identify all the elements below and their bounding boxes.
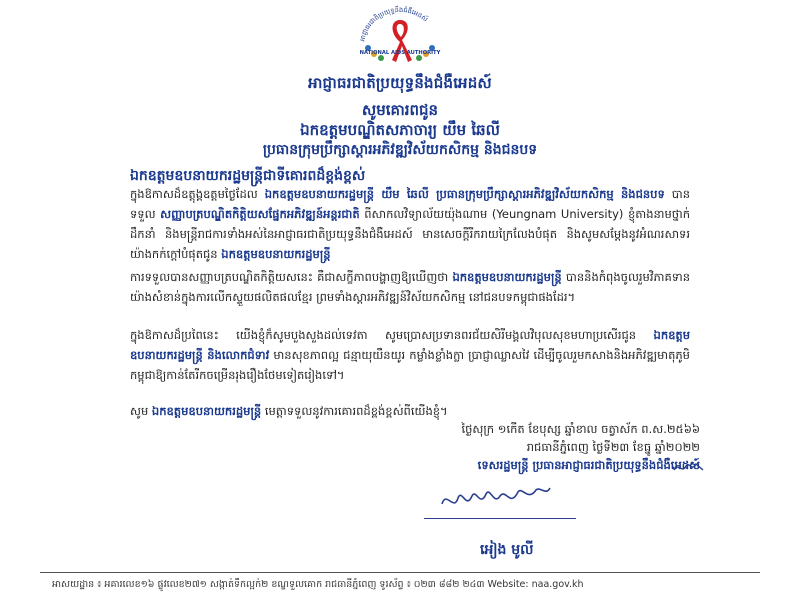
solar-date: រាជធានីភ្នំពេញ ថ្ងៃទី២៣ ខែធ្នូ ឆ្នាំ២០២២	[526, 440, 700, 454]
logo-english-text: NATIONAL AIDS AUTHORITY	[359, 50, 441, 56]
body-paragraph-2	[130, 267, 690, 307]
p3-bold: ឯកឧត្តមឧបនាយករដ្ឋមន្ត្រី និងលោកជំទាវ	[130, 328, 691, 362]
p1-bold-3: ឯកឧត្តមឧបនាយករដ្ឋមន្ត្រី	[221, 247, 331, 261]
p3-lead: ក្នុងឱកាសដ៏ប្រពៃនេះ យើងខ្ញុំក៏សូមបួងសួងដល់ទេវតា សូមប្រោសប្រទានពរជ័យសិរីមង្គលវិបុលសុខមហាប្រសើរជូន	[130, 328, 637, 342]
footer-divider	[40, 572, 760, 573]
p3-tail: មានសុខភាពល្អ ជន្មាយុយឺនយូរ កម្លាំងខ្លាំងក្លា ប្រាជ្ញាឈ្លាសវៃ ដើម្បីចូលរួមកសាងនិងអភិវឌ្ឍមាតុភូមិកម្ពុជាឱ្យកាន់តែរីកចម្រើនរុងរឿងថែមទៀតរៀងទៅ។	[130, 348, 690, 382]
signer-name: អៀង មូលី	[480, 542, 534, 558]
p1-bold-2: សញ្ញាបត្របណ្ឌិតកិត្តិយសផ្នែកអភិវឌ្ឍន៍អន្តរជាតិ	[160, 207, 360, 221]
p1-mid: បានទទួល	[130, 187, 691, 221]
p1-bold-1: ឯកឧត្តមឧបនាយករដ្ឋមន្ត្រី យឹម ឆៃលី ប្រធានក្រុមប្រឹក្សាស្តារអភិវឌ្ឍវិស័យកសិកម្ម និងជនបទ	[264, 187, 665, 201]
p4-bold: ឯកឧត្តមឧបនាយករដ្ឋមន្ត្រី	[151, 404, 262, 418]
footer-address: អាសយដ្ឋាន ៖ អគារលេខ១៦ ផ្លូវលេខ២៧១ សង្កាត់ទឹកល្អក់២ ខណ្ឌទួលគោក រាជធានីភ្នំពេញ ទូរស័ព្ទ ៖ ០២៣ ៨៨២ ២៤៣ Website: naa.gov.kh	[52, 579, 584, 590]
recipient-name: ឯកឧត្តមបណ្ឌិតសភាចារ្យ យឹម ឆៃលី	[300, 121, 500, 139]
p1-tail: ពីសាកលវិទ្យាល័យយ៉ុងណាម (Yeungnam University) ខ្ញុំតាងនាមថ្នាក់ដឹកនាំ និងមន្ត្រីរាជការទាំងអស់នៃអាជ្ញាធរជាតិប្រយុទ្ធនឹងជំងឺអេដស៍ មានសេចក្តីរីករាយក្រៃលែងបំផុត និងសូមសម្តែងនូវអំណរសាទរយ៉ាងកក់ក្តៅបំផុតជូន	[130, 207, 691, 261]
p2-bold: ឯកឧត្តមឧបនាយករដ្ឋមន្ត្រី	[452, 270, 562, 284]
body-paragraph-3	[130, 325, 690, 385]
body-paragraph-4	[130, 401, 690, 421]
date-block	[280, 420, 700, 474]
logo-arc-text: អាជ្ញាធរជាតិប្រយុទ្ធនឹងជំងឺអេដស៍	[358, 5, 430, 43]
salutation: ឯកឧត្តមឧបនាយករដ្ឋមន្ត្រីជាទីគោរពដ៏ខ្ពង់ខ្ពស់	[130, 168, 366, 184]
p1-lead: ក្នុងឱកាសដ៏ឧត្តុង្គឧត្តមថ្ងៃដែល	[130, 187, 258, 201]
lunar-date: ថ្ងៃសុក្រ ១កើត ខែបុស្ស ឆ្នាំខាល ចត្វាស័ក ព.ស.២៥៦៦	[461, 422, 700, 436]
signature-underline	[424, 518, 576, 519]
organization-title: អាជ្ញាធរជាតិប្រយុទ្ធនឹងជំងឺអេដស៍	[308, 74, 492, 92]
handwritten-signature	[436, 482, 556, 522]
signatory-title: ទេសរដ្ឋមន្ត្រី ប្រធានអាជ្ញាធរជាតិប្រយុទ្ធនឹងជំងឺអេដស៍	[477, 458, 700, 472]
body-paragraph-1	[130, 184, 690, 264]
recipient-block	[0, 100, 800, 160]
initials-mark	[672, 458, 706, 476]
p2-lead: ការទទួលបានសញ្ញាបត្របណ្ឌិតកិត្តិយសនេះ គឺជាសក្ខីភាពបង្ហាញឱ្យឃើញថា	[130, 270, 449, 284]
recipient-position: ប្រធានក្រុមប្រឹក្សាស្តារអភិវឌ្ឍវិស័យកសិកម្ម និងជនបទ	[262, 142, 538, 158]
p4-lead: សូម	[130, 404, 149, 418]
national-aids-authority-logo	[350, 4, 450, 76]
p4-tail: មេត្តាទទួលនូវការគោរពដ៏ខ្ពង់ខ្ពស់ពីយើងខ្ញុំ។	[264, 404, 448, 418]
p2-tail: បាននិងកំពុងចូលរួមវិភាគទានយ៉ាងសំខាន់ក្នុងការលើកស្ទួយផលិតផលខ្មែរ ព្រមទាំងស្តារអភិវឌ្ឍន៍វិស័យកសិកម្ម នៅជនបទកម្ពុជាផងដែរ។	[130, 270, 691, 304]
recipient-greeting: សូមគោរពជូន	[361, 101, 439, 119]
